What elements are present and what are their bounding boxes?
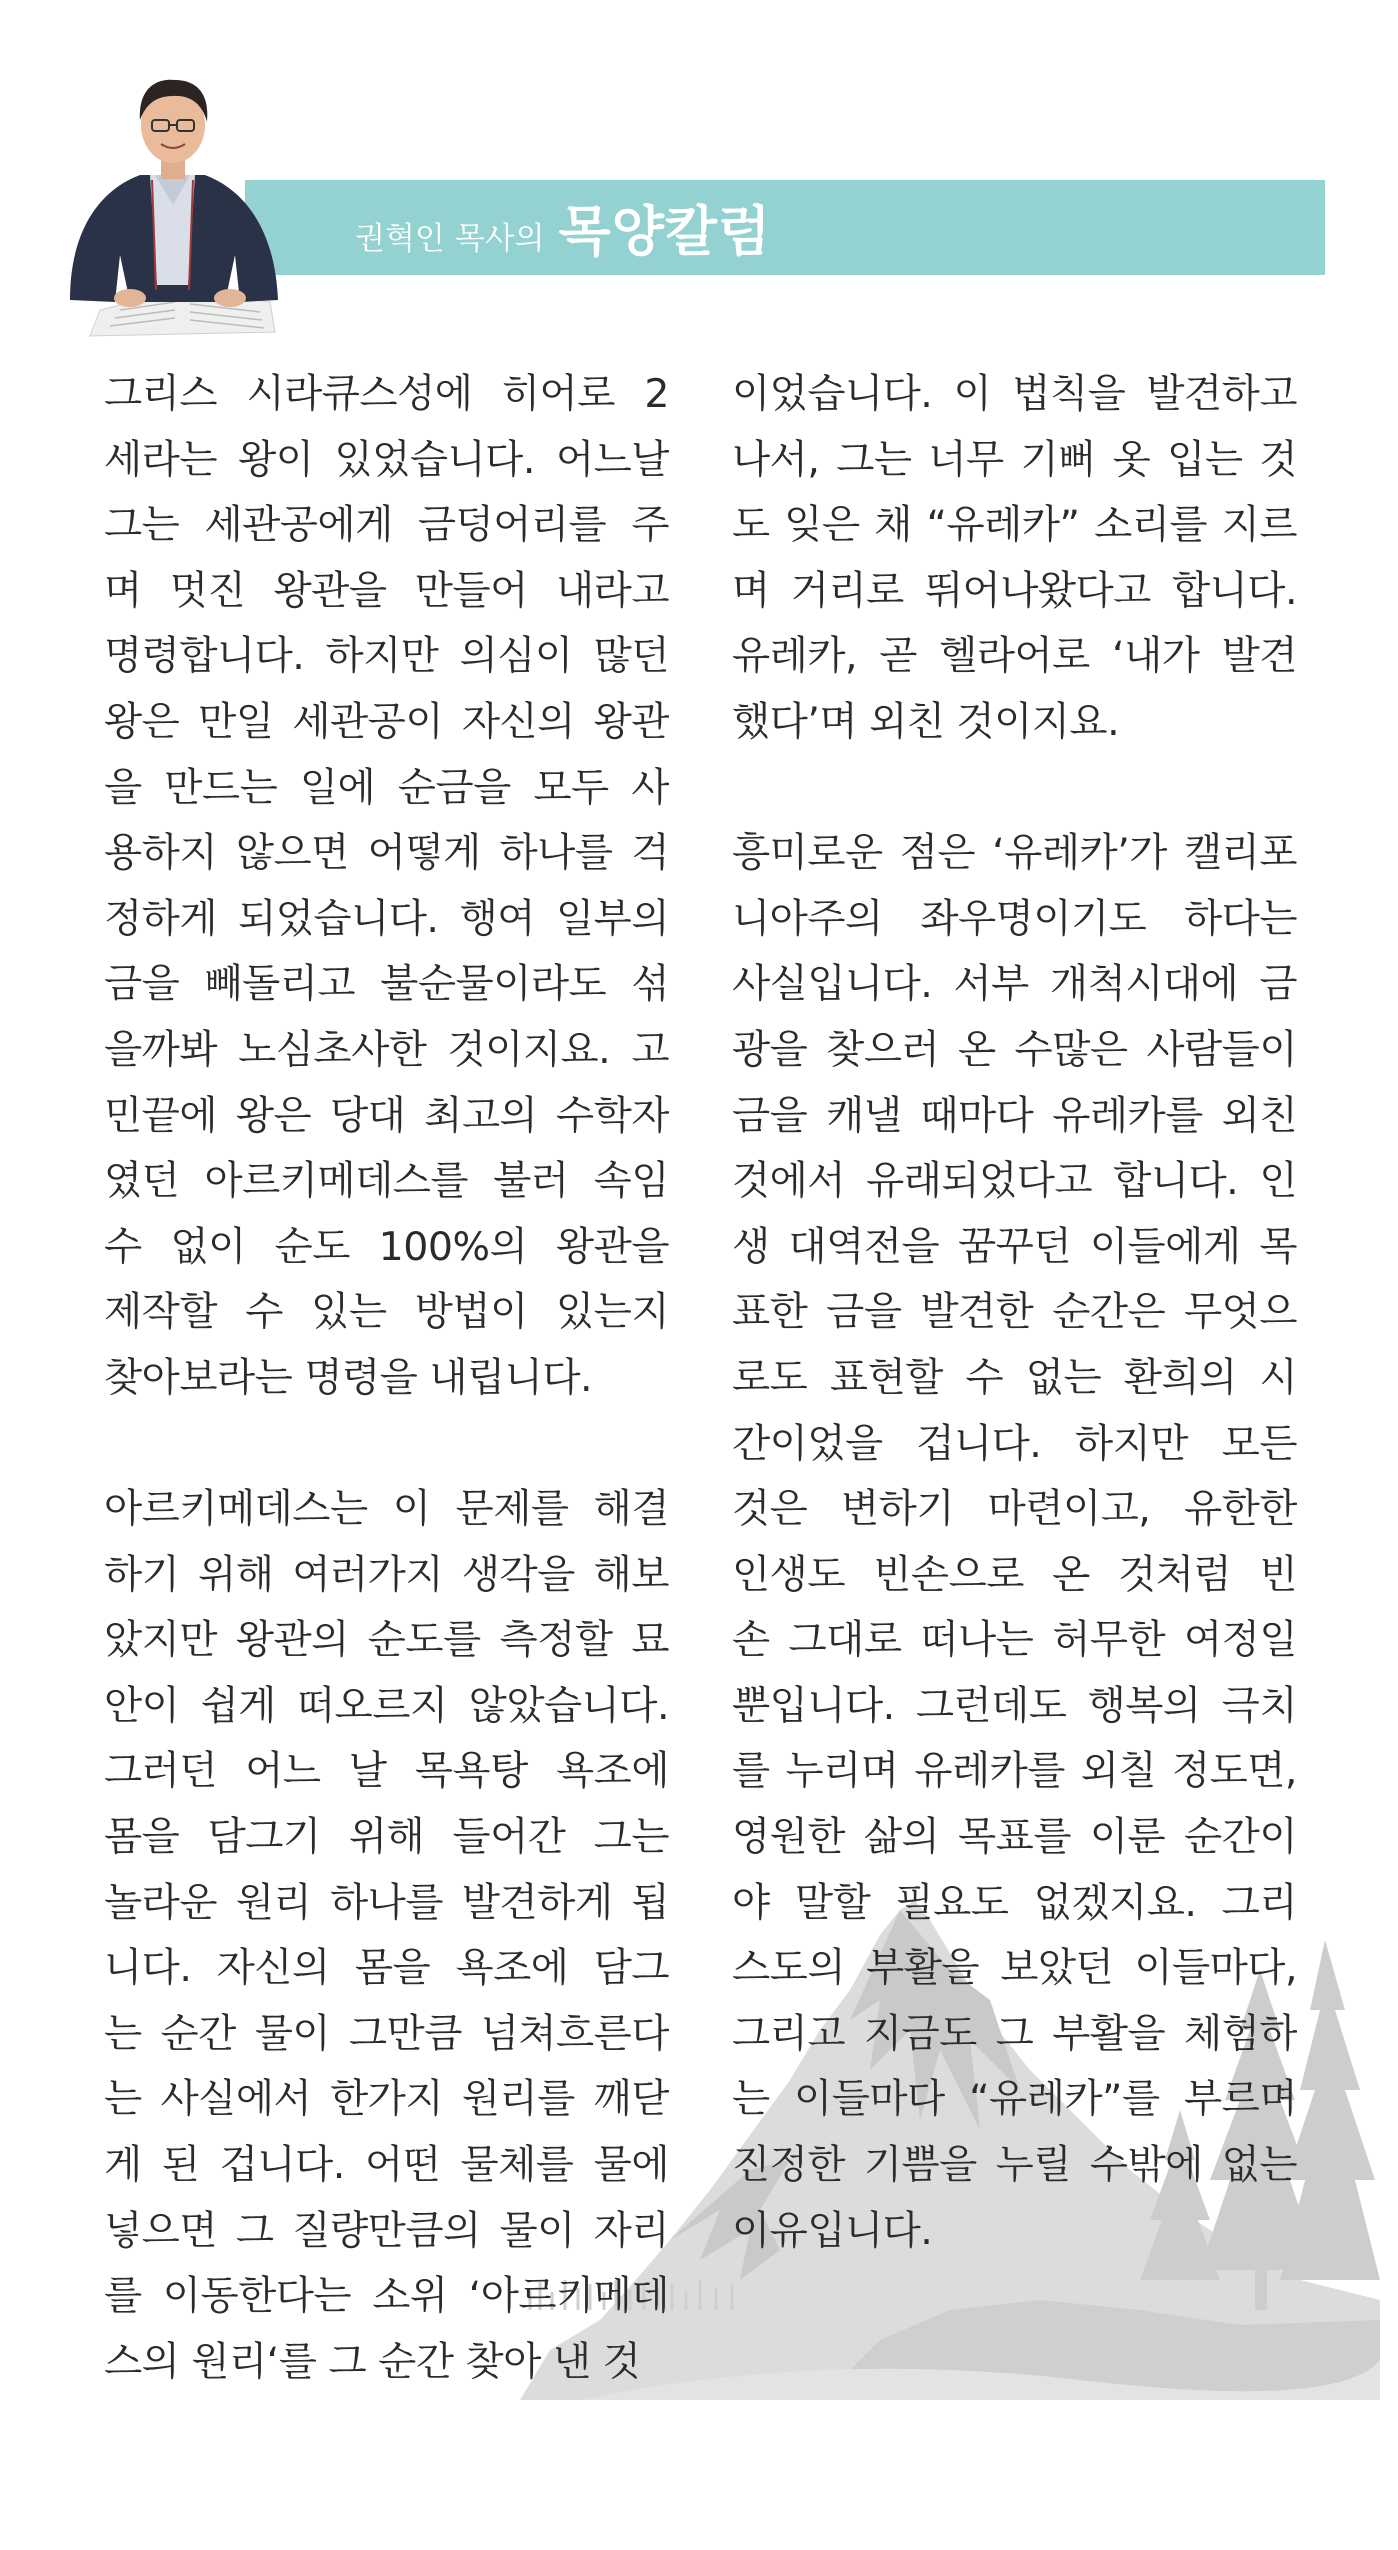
article-line: 았지만 왕관의 순도를 측정할 묘 xyxy=(104,1617,669,1664)
article-right-column xyxy=(732,362,1297,2264)
article-line: 명령합니다. 하지만 의심이 많던 xyxy=(104,633,669,680)
header-column-name: 목양칼럼 xyxy=(558,200,772,263)
article-line: 넣으면 그 질량만큼의 물이 자리 xyxy=(104,2207,669,2254)
article-line: 을 만드는 일에 순금을 모두 사 xyxy=(104,764,669,811)
article-line: 는 이들마다 “유레카”를 부르며 xyxy=(732,2076,1297,2123)
article-line: 는 순간 물이 그만큼 넘쳐흐른다 xyxy=(104,2010,669,2057)
article-line: 그리스 시라큐스성에 히어로 2 xyxy=(104,371,669,417)
article-line: 하기 위해 여러가지 생각을 해보 xyxy=(104,1551,669,1598)
article-line: 를 이동한다는 소위 ‘아르키메데 xyxy=(104,2273,669,2320)
article-line: 진정한 기쁨을 누릴 수밖에 없는 xyxy=(732,2142,1297,2189)
article-line: 도 잊은 채 “유레카” 소리를 지르 xyxy=(732,502,1297,549)
article-line: 세라는 왕이 있었습니다. 어느날 xyxy=(104,436,669,483)
article-line: 니다. 자신의 몸을 욕조에 담그 xyxy=(104,1945,669,1992)
article-line: 제작할 수 있는 방법이 있는지 xyxy=(104,1289,669,1336)
article-line: 정하게 되었습니다. 행여 일부의 xyxy=(104,895,669,942)
article-line: 놀라운 원리 하나를 발견하게 됩 xyxy=(104,1879,669,1926)
article-line: 손 그대로 떠나는 허무한 여정일 xyxy=(732,1617,1297,1664)
article-line: 를 누리며 유레카를 외칠 정도면, xyxy=(732,1748,1297,1795)
article-line: 흥미로운 점은 ‘유레카’가 캘리포 xyxy=(732,830,1297,877)
article-line: 그는 세관공에게 금덩어리를 주 xyxy=(104,502,669,549)
article-line: 생 대역전을 꿈꾸던 이들에게 목 xyxy=(732,1223,1297,1270)
article-line: 는 사실에서 한가지 원리를 깨닫 xyxy=(104,2076,669,2123)
article-line: 을까봐 노심초사한 것이지요. 고 xyxy=(104,1026,669,1073)
article-line: 야 말할 필요도 없겠지요. 그리 xyxy=(732,1879,1297,1926)
article-line: 영원한 삶의 목표를 이룬 순간이 xyxy=(732,1814,1297,1861)
article-line: 안이 쉽게 떠오르지 않았습니다. xyxy=(104,1682,669,1729)
article-line: 용하지 않으면 어떻게 하나를 걱 xyxy=(104,830,669,877)
article-line: 몸을 담그기 위해 들어간 그는 xyxy=(104,1814,669,1861)
article-line: 그리고 지금도 그 부활을 체험하 xyxy=(732,2010,1297,2057)
article-line: 스의 원리‘를 그 순간 찾아 낸 것 xyxy=(104,2338,641,2385)
article-line: 아르키메데스는 이 문제를 해결 xyxy=(104,1486,669,1533)
article-line: 유레카, 곧 헬라어로 ‘내가 발견 xyxy=(732,633,1297,680)
article-line: 이유입니다. xyxy=(732,2207,933,2254)
article-left-column xyxy=(104,362,669,2395)
article-line: 이었습니다. 이 법칙을 발견하고 xyxy=(732,371,1297,417)
column-header xyxy=(355,196,771,266)
article-line: 민끝에 왕은 당대 최고의 수학자 xyxy=(104,1092,669,1139)
article-line: 며 멋진 왕관을 만들어 내라고 xyxy=(104,567,669,614)
pastor-photo xyxy=(60,40,285,340)
article-line: 것은 변하기 마련이고, 유한한 xyxy=(732,1486,1297,1533)
article-line: 왕은 만일 세관공이 자신의 왕관 xyxy=(104,698,669,745)
article-line: 광을 찾으러 온 수많은 사람들이 xyxy=(732,1026,1297,1073)
article-line: 게 된 겁니다. 어떤 물체를 물에 xyxy=(104,2142,669,2189)
article-line: 수 없이 순도 100%의 왕관을 xyxy=(104,1223,669,1270)
article-line: 표한 금을 발견한 순간은 무엇으 xyxy=(732,1289,1297,1336)
article-line: 니아주의 좌우명이기도 하다는 xyxy=(732,895,1297,942)
article-line: 로도 표현할 수 없는 환희의 시 xyxy=(732,1354,1297,1401)
article-line: 찾아보라는 명령을 내립니다. xyxy=(104,1354,593,1401)
paragraph-gap xyxy=(104,1412,669,1478)
article-line: 간이었을 겁니다. 하지만 모든 xyxy=(732,1420,1297,1467)
article-line: 뿐입니다. 그런데도 행복의 극치 xyxy=(732,1682,1297,1729)
article-line: 나서, 그는 너무 기뻐 옷 입는 것 xyxy=(732,436,1297,483)
article-line: 했다’며 외친 것이지요. xyxy=(732,698,1120,745)
article-line: 그러던 어느 날 목욕탕 욕조에 xyxy=(104,1748,669,1795)
article-line: 였던 아르키메데스를 불러 속임 xyxy=(104,1158,669,1205)
paragraph-gap xyxy=(732,756,1297,822)
article-line: 금을 빼돌리고 불순물이라도 섞 xyxy=(104,961,669,1008)
article-line: 금을 캐낼 때마다 유레카를 외친 xyxy=(732,1092,1297,1139)
article-line: 사실입니다. 서부 개척시대에 금 xyxy=(732,961,1297,1008)
article-line: 인생도 빈손으로 온 것처럼 빈 xyxy=(732,1551,1297,1598)
header-byline: 권혁인 목사의 xyxy=(355,221,545,257)
article-line: 스도의 부활을 보았던 이들마다, xyxy=(732,1945,1297,1992)
article-line: 것에서 유래되었다고 합니다. 인 xyxy=(732,1158,1297,1205)
article-line: 며 거리로 뛰어나왔다고 합니다. xyxy=(732,567,1297,614)
